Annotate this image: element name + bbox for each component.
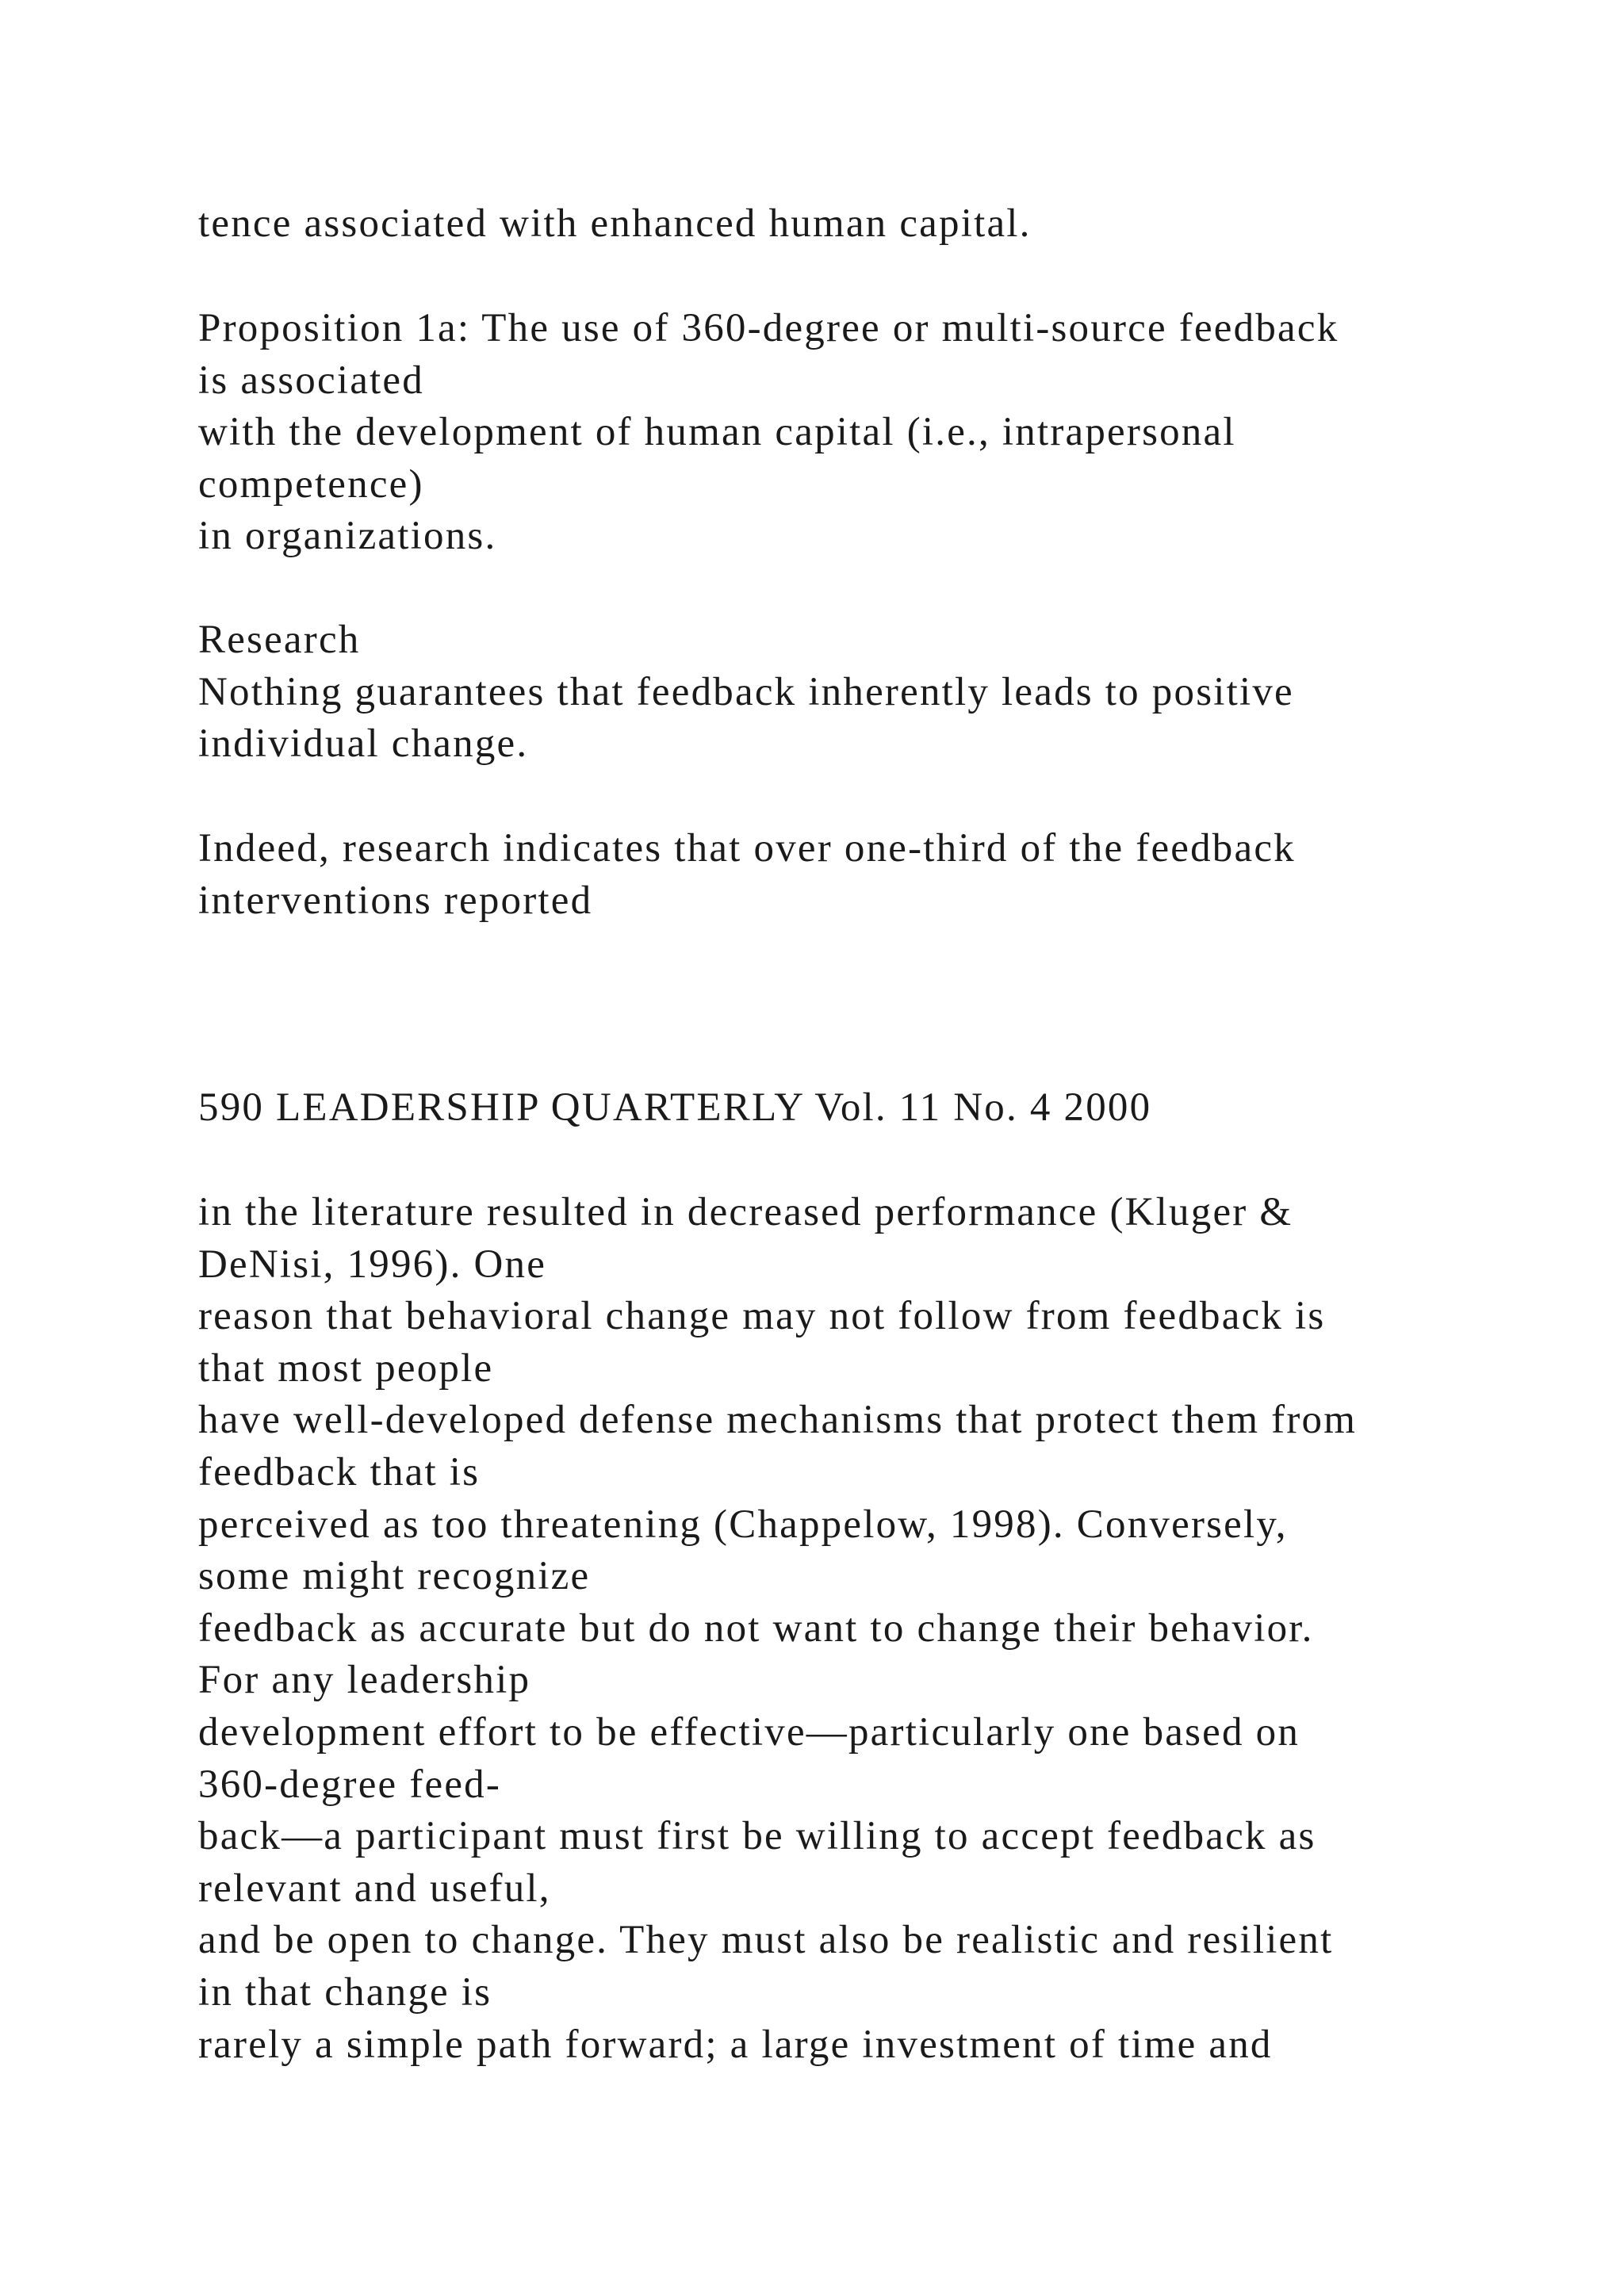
text-line: Proposition 1a: The use of 360-degree or multi-source feedback [198, 306, 1339, 350]
text-line: some might recognize [198, 1554, 591, 1599]
text-line: in that change is [198, 1969, 492, 2015]
paragraph-literature [198, 1187, 1357, 2071]
text-line: Research [198, 618, 361, 662]
text-line: DeNisi, 1996). One [198, 1242, 547, 1287]
text-line: relevant and useful, [198, 1866, 551, 1911]
research-section [198, 614, 1294, 771]
text-line: and be open to change. They must also be realistic and resilient [198, 1918, 1334, 1963]
text-line: with the development of human capital (i.e., intrapersonal [198, 410, 1236, 455]
text-line: competence) [198, 461, 424, 507]
text-line: tence associated with enhanced human capital. [198, 201, 1032, 246]
text-line: back—a participant must first be willing to accept feedback as [198, 1814, 1316, 1859]
text-line: in the literature resulted in decreased performance (Kluger & [198, 1190, 1293, 1234]
text-line: 360-degree feed- [198, 1762, 502, 1807]
text-line: feedback that is [198, 1449, 481, 1494]
text-line: development effort to be effective—particularly one based on [198, 1709, 1300, 1755]
running-header [198, 1082, 1151, 1135]
text-line: feedback as accurate but do not want to change their behavior. [198, 1605, 1314, 1651]
proposition-1a [198, 303, 1339, 563]
text-line: is associated [198, 358, 424, 403]
text-line: that most people [198, 1345, 494, 1391]
text-line: Indeed, research indicates that over one-third of the feedback [198, 826, 1296, 871]
text-line: For any leadership [198, 1658, 531, 1703]
text-line: Nothing guarantees that feedback inherently leads to positive [198, 669, 1294, 714]
text-line: rarely a simple path forward; a large investment of time and [198, 2022, 1273, 2067]
text-line: individual change. [198, 721, 529, 767]
text-line: reason that behavioral change may not follow from feedback is [198, 1294, 1326, 1339]
text-line: in organizations. [198, 514, 497, 559]
text-line: 590 LEADERSHIP QUARTERLY Vol. 11 No. 4 2000 [198, 1085, 1152, 1130]
text-line: have well-developed defense mechanisms that protect them from [198, 1398, 1358, 1443]
document-page [198, 0, 1546, 2296]
text-line: perceived as too threatening (Chappelow, 1998). Conversely, [198, 1502, 1288, 1547]
text-line: interventions reported [198, 878, 593, 923]
paragraph-indeed [198, 823, 1296, 927]
paragraph-continuation [198, 198, 1032, 251]
